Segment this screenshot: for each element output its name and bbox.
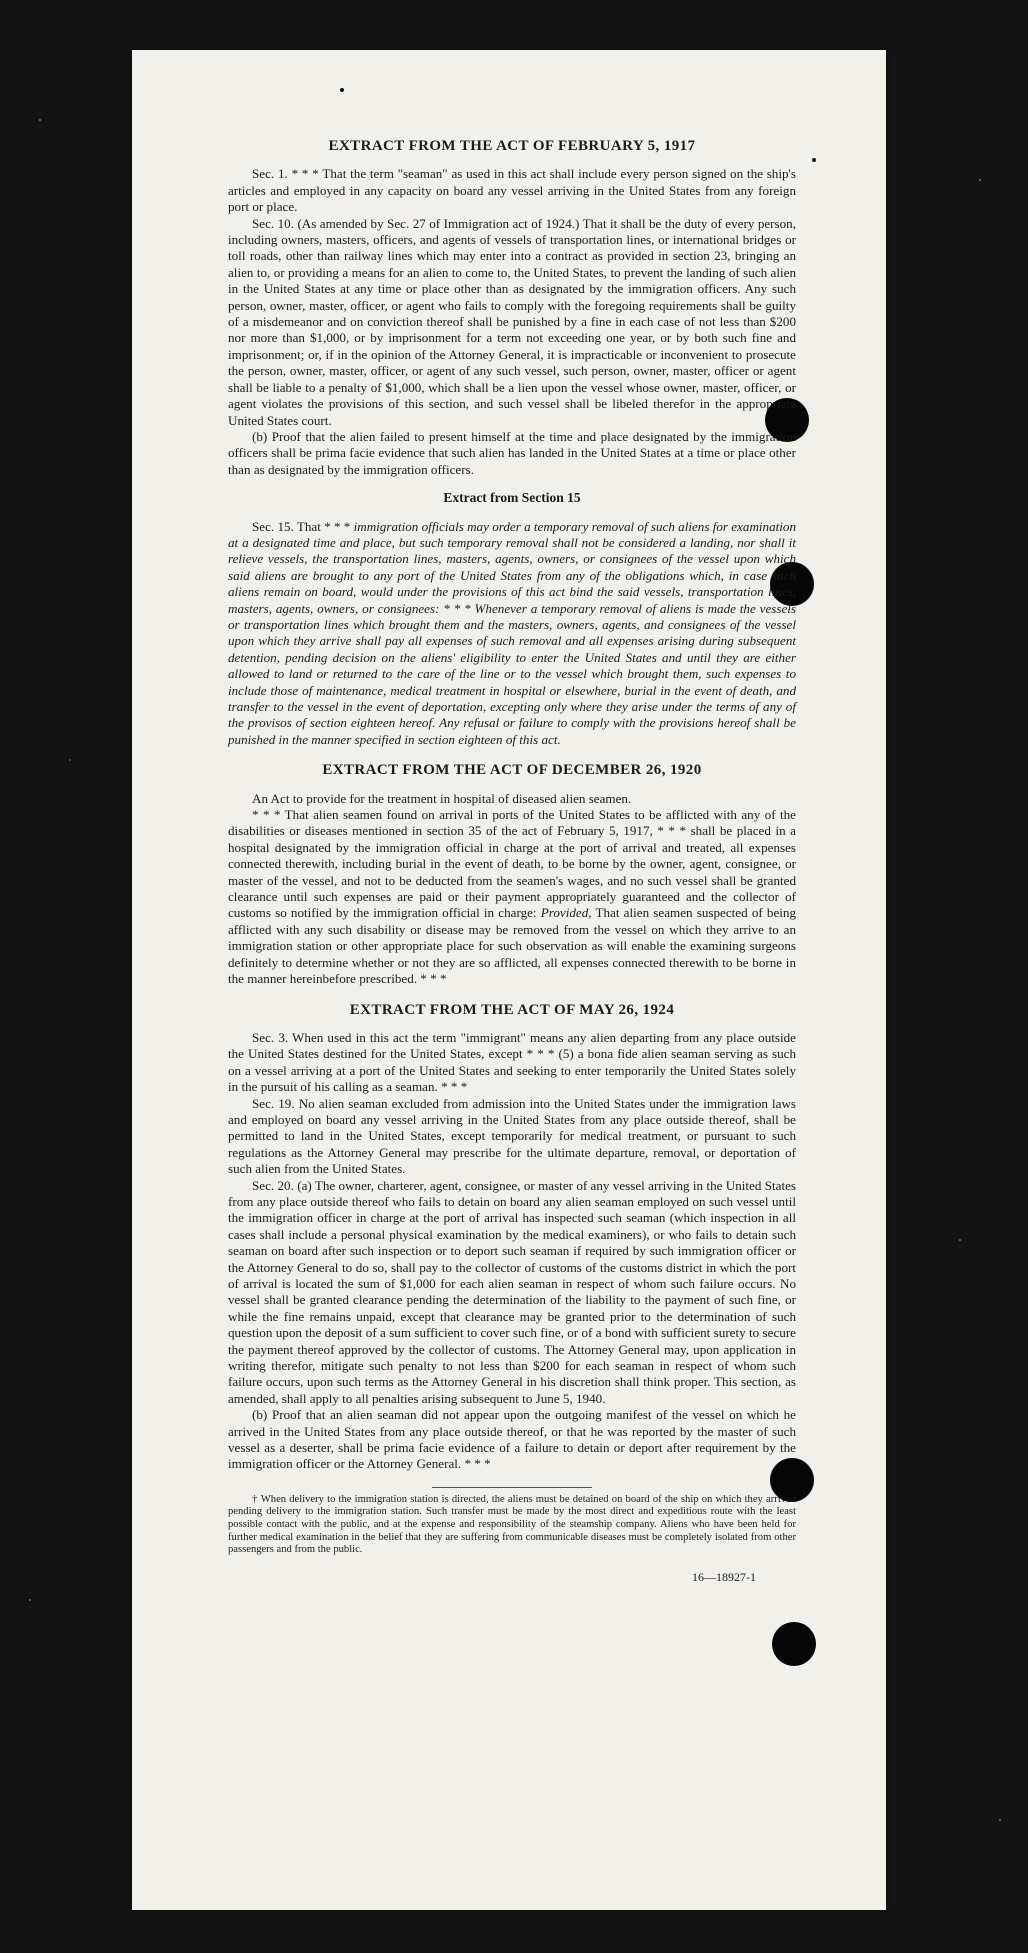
section-19: Sec. 19. No alien seaman excluded from admission into the United States under the immigration laws and employed on board any vessel arriving in the United States from any place outside thereof, shall be permitted to land in the United States, except temporarily for medical treatment, or pursuant to such regulations as the Attorney General may prescribe for the ultimate departure, removal, or deportation of such alien from the United States. [228,1095,796,1177]
heading-act-1917: EXTRACT FROM THE ACT OF FEBRUARY 5, 1917 [328,138,696,154]
footnote: † When delivery to the immigration station is directed, the aliens must be detained on board of the ship on which they arrived pending delivery to the immigration station. Such transfer must be made by the most direct and expeditious route with the least possible contact with the public, and at the expense and responsibility of the steamship company. Aliens who have been held for further medical examination in the belief that they are suffering from communicable diseases must be completely isolated from other passengers and from the public. [228,1493,796,1556]
section-15-body: immigration officials may order a temporary removal of such aliens for examination at a designated time and place, but such temporary removal shall not be considered a landing, nor shall it relieve vessels, the transportation lines, masters, agents, owners, or consignees of the vessel upon which said aliens are brought to any port of the United States from any of the obligations which, in case such aliens remain on board, would under the provisions of this act bind the said vessels, transportation lines, masters, agents, owners, or consignees: * * * Whenever a temporary removal of aliens is made the vessels or transportation lines which brought them and the masters, owners, agents, and consignees of the vessel upon which they arrive shall pay all expenses of such removal and all expenses arising during subsequent detention, pending decision on the aliens' eligibility to enter the United States and until they are either allowed to land or returned to the care of the line or to the vessel which brought them, such expenses to include those of maintenance, medical treatment in hospital or elsewhere, burial in the event of death, and transfer to the vessel in the event of deportation, excepting only where they arise under the terms of any of the provisos of section eighteen hereof. Any refusal or failure to comply with the provisions hereof shall be punished in the manner specified in section eighteen of this act. [228,518,796,747]
act-1920-body-b: That alien seamen suspected of being afflicted with any such disability or disease may be removed from the vessel on which they arrive to an immigration station or other appropriate place for such observation as will enable the examining surgeons definitely to determine whether or not they are so afflicted, all expenses connected therewith to be borne in the manner hereinbefore prescribed. * * * [228,905,797,987]
section-10-b: (b) Proof that the alien failed to present himself at the time and place designated by the immigration officers shall be prima facie evidence that such alien has landed in the United States at a time or place other than as designated by the immigration officers. [228,428,796,477]
section-15 [228,519,796,749]
section-20-a: Sec. 20. (a) The owner, charterer, agent, consignee, or master of any vessel arriving in the United States from any place outside thereof who fails to detain on board any alien seaman employed on such vessel until the immigration officer in charge at the port of arrival has inspected such seaman (which inspection in all cases shall include a personal physical examination by the medical examiners), or who fails to detain such seaman on board after such inspection or to deport such seaman if required by such immigration officer or the Attorney General to do so, shall pay to the collector of customs of the customs district in which the port of arrival is located the sum of $1,000 for each alien seaman in respect of whom such failure occurs. No vessel shall be granted clearance pending the determination of the liability to the payment of such fine, or while the fine remains unpaid, except that clearance may be granted prior to the determination of such question upon the deposit of a sum sufficient to cover such fine, or of a bond with sufficient surety to secure the payment thereof approved by the collector of customs. The Attorney General may, upon application in writing therefor, mitigate such penalty to not less than $200 for each seaman in respect of whom such failure occurs, upon such terms as the Attorney General in his discretion shall think proper. This section, as amended, shall apply to all penalties arising subsequent to June 5, 1940. [228,1177,796,1406]
section-1: Sec. 1. * * * That the term "seaman" as used in this act shall include every person signed on the ship's articles and employed in any capacity on board any vessel arriving in the United States from any foreign port or place. [228,166,796,215]
speck [812,158,816,162]
act-1920-title: An Act to provide for the treatment in hospital of diseased alien seamen. [252,790,632,806]
act-1920-body-a: * * * That alien seamen found on arrival in ports of the United States to be afflicted with any of the disabilities or diseases mentioned in section 35 of the act of February 5, 1917, * * * shall be placed in a hospital designated by the immigration official in charge at the port of arrival and treated, all expenses connected therewith, including burial in the event of death, to be borne by the owner, agent, consignee, or master of the vessel, and not to be deducted from the seamen's wages, and no such vessel shall be granted clearance until such expenses are paid or their payment appropriately guaranteed and the collector of customs so notified by the immigration official in charge: [228,807,796,921]
heading-act-1920: EXTRACT FROM THE ACT OF DECEMBER 26, 1920 [322,762,702,779]
footnote-divider [432,1487,592,1488]
section-20-b: (b) Proof that an alien seaman did not appear upon the outgoing manifest of the vessel on which he arrived in the United States from any place outside thereof, or that he was reported by the master of such vessel as a deserter, shall be prima facie evidence of a failure to detain or deport after requirement by the immigration officer or the Attorney General. * * * [228,1407,796,1472]
act-1920-provided: Provided, [540,905,592,921]
section-10: Sec. 10. (As amended by Sec. 27 of Immigration act of 1924.) That it shall be the duty of every person, including owners, masters, officers, and agents of vessels of transportation lines, or international bridges or toll roads, other than railway lines which may enter into a contract as provided in section 23, bringing an alien to, or providing a means for an alien to come to, the United States, to prevent the landing of such alien in the United States at any time or place other than as designated by the immigration officers. Any such person, owner, master, officer, or agent who fails to comply with the foregoing requirements shall be guilty of a misdemeanor and on conviction thereof shall be punished by a fine in each case of not less than $200 nor more than $1,000, or by imprisonment for a term not exceeding one year, or by both such fine and imprisonment; or, if in the opinion of the Attorney General, it is impracticable or inconvenient to prosecute the person, owner, master, officer, or agent of any such vessel, such person, owner, master, officer or agent shall be liable to a penalty of $1,000, which shall be a lien upon the vessel whose owner, master, officer, or agent violates the provisions of this section, and such vessel shall be libeled therefor in the appropriate United States court. [228,215,796,428]
document-page [132,50,886,1910]
heading-section-15: Extract from Section 15 [443,490,581,506]
punch-hole-4 [772,1622,816,1666]
heading-act-1924: EXTRACT FROM THE ACT OF MAY 26, 1924 [349,1001,675,1018]
document-body [228,134,796,1585]
form-number: 16—18927-1 [692,1569,756,1584]
section-3: Sec. 3. When used in this act the term "immigrant" means any alien departing from any place outside the United States destined for the United States, except * * * (5) a bona fide alien seaman serving as such on a vessel arriving at a port of the United States and seeking to enter temporarily the United States solely in the pursuit of his calling as a seaman. * * * [228,1029,796,1095]
section-15-lead: Sec. 15. That * * * [252,518,351,534]
speck [340,88,344,92]
act-1920-body [228,807,796,987]
